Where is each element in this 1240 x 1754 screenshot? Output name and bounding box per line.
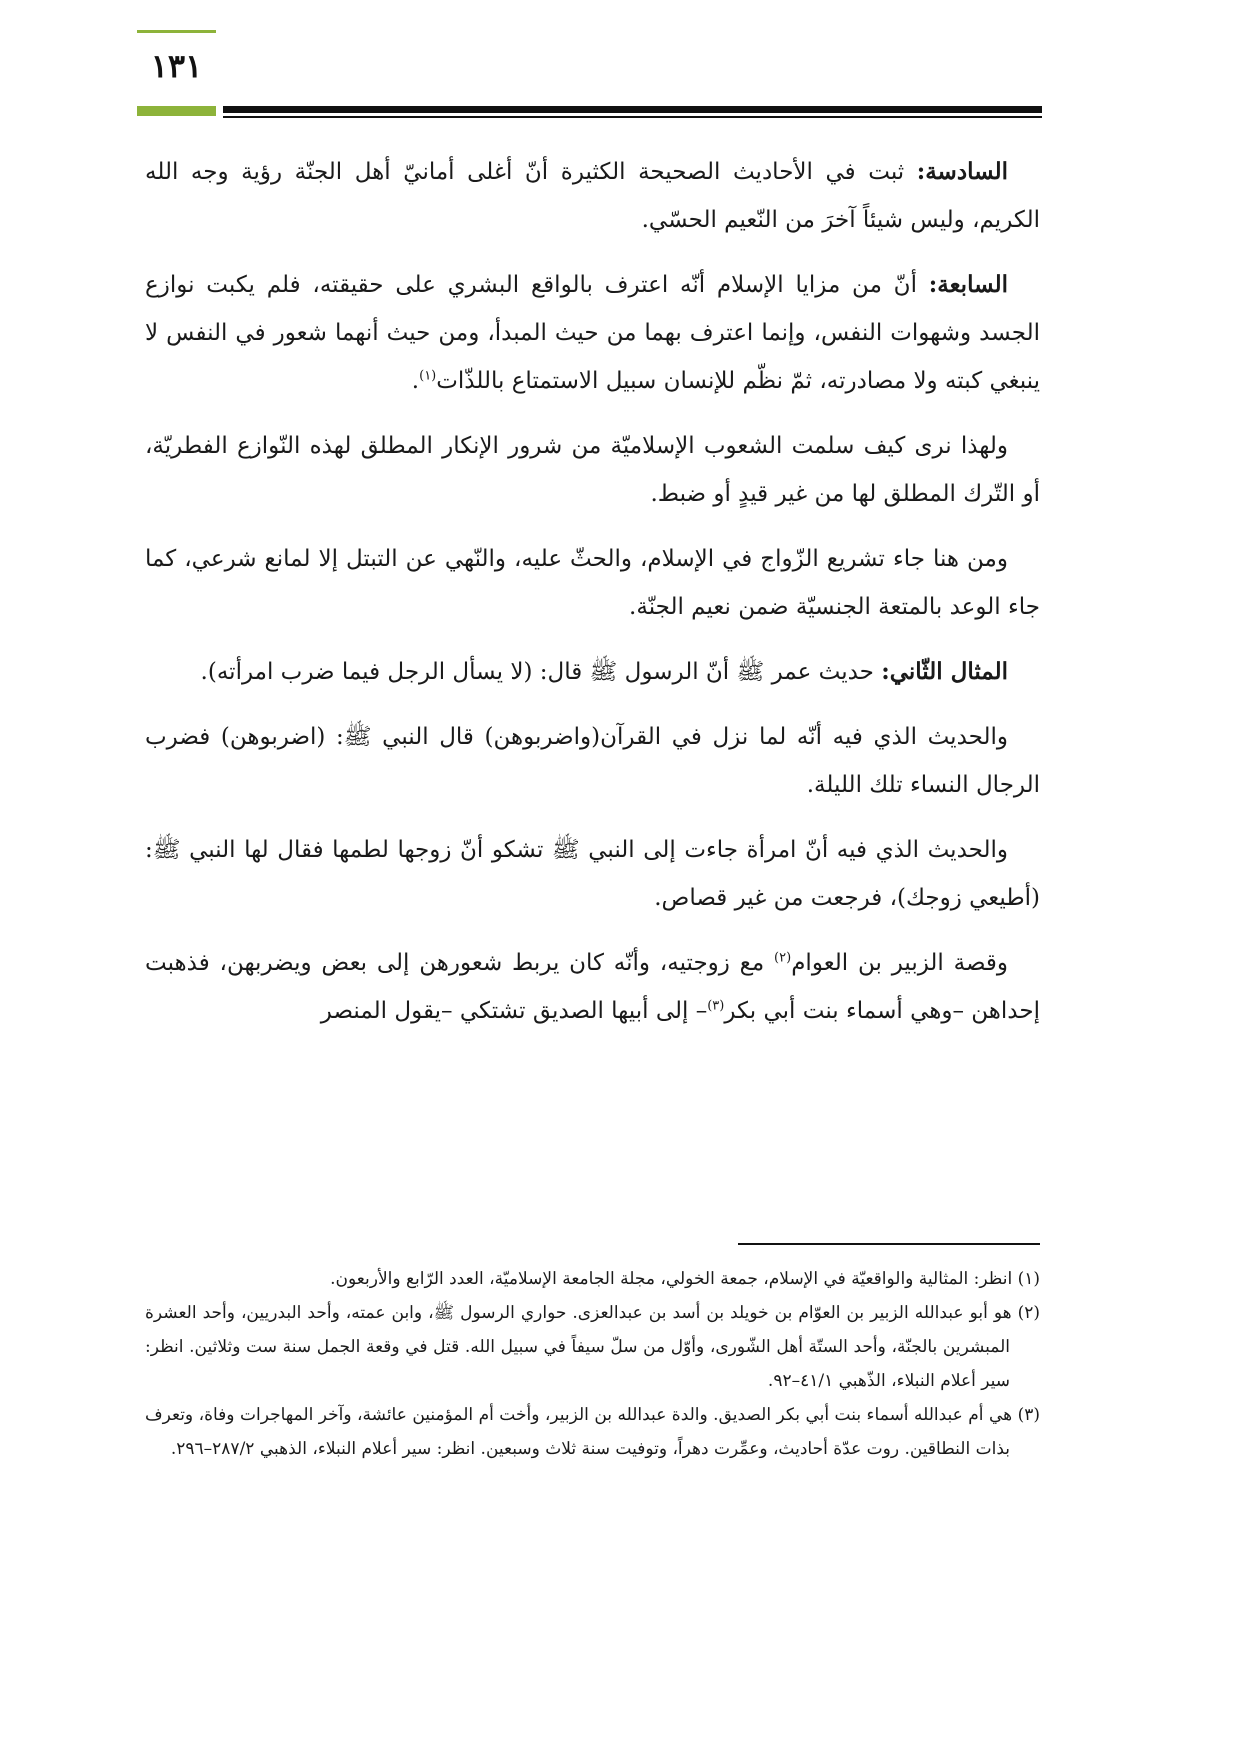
body-text: [145, 148, 1040, 1052]
paragraph-text: حديث عمر ﷺ أنّ الرسول ﷺ قال: (لا يسأل الرجل فيما ضرب امرأته).: [200, 659, 882, 685]
footnote-marker[interactable]: (٢): [774, 950, 792, 966]
page-number: ١٣١: [150, 47, 203, 85]
footnote-marker[interactable]: (٣): [707, 998, 725, 1014]
paragraph-text: والحديث الذي فيه أنّ امرأة جاءت إلى النبي ﷺ تشكو أنّ زوجها لطمها فقال لها النبي ﷺ: (أطيعي زوجك)، فرجعت من غير قصاص.: [145, 837, 1040, 911]
paragraph: [145, 648, 1040, 696]
paragraph: [145, 535, 1040, 631]
paragraph-text: والحديث الذي فيه أنّه لما نزل في القرآن(واضربوهن) قال النبي ﷺ: (اضربوهن) فضرب الرجال النساء تلك الليلة.: [145, 724, 1040, 798]
paragraph-lead: السادسة:: [916, 158, 1008, 185]
footnote: (١) انظر: المثالية والواقعيّة في الإسلام، جمعة الخولي، مجلة الجامعة الإسلاميّة، العدد الرّابع والأربعون.: [330, 1269, 1040, 1289]
paragraph-text: مع زوجتيه، وأنّه كان يربط شعورهن إلى بعض ويضربهن، فذهبت إحداهن –وهي أسماء بنت أبي بكر: [145, 950, 1040, 1024]
paragraph-tail: – إلى أبيها الصديق تشتكي –يقول المنصر: [320, 998, 708, 1024]
paragraph: [145, 713, 1040, 809]
header-rule-thick: [223, 106, 1042, 113]
page-number-bottom-bar: [137, 106, 216, 116]
paragraph-text: وقصة الزبير بن العوام: [791, 950, 1008, 976]
paragraph: [145, 261, 1040, 405]
paragraph-lead: المثال الثّاني:: [881, 658, 1008, 685]
paragraph-text: أنّ من مزايا الإسلام أنّه اعترف بالواقع البشري على حقيقته، فلم يكبت نوازع الجسد وشهوات النفس، وإنما اعترف بهما من حيث المبدأ، ومن حيث أنهما شعور في النفس لا ينبغي كبته ولا مصادرته، ثمّ نظّم للإنسان سبيل الاستمتاع باللذّات: [145, 272, 1040, 394]
paragraph-text: ثبت في الأحاديث الصحيحة الكثيرة أنّ أغلى أمانيّ أهل الجنّة رؤية وجه الله الكريم، وليس شيئاً آخرَ من النّعيم الحسّي.: [145, 159, 1040, 233]
footnotes: [145, 1262, 1040, 1466]
paragraph-lead: السابعة:: [928, 271, 1008, 298]
page-number-top-bar: [137, 30, 216, 33]
header-rule-thin: [223, 116, 1042, 118]
footnote-marker[interactable]: (١): [419, 368, 437, 384]
paragraph-text: ولهذا نرى كيف سلمت الشعوب الإسلاميّة من شرور الإنكار المطلق لهذه النّوازع الفطريّة، أو التّرك المطلق لها من غير قيدٍ أو ضبط.: [145, 433, 1040, 507]
paragraph-tail: .: [411, 368, 420, 394]
footnote-rule: [738, 1243, 1040, 1245]
footnote: (٢) هو أبو عبدالله الزبير بن العوّام بن خويلد بن أسد بن عبدالعزى. حواري الرسول ﷺ، وابن عمته، وأحد البدريين، وأحد العشرة المبشرين بالجنّة، وأحد الستّة أهل الشّورى، وأوّل من سلّ سيفاً في سبيل الله. قتل في وقعة الجمل سنة ست وثلاثين. انظر: سير أعلام النبلاء، الذّهبي ٤١/١–٩٢.: [145, 1303, 1040, 1391]
paragraph: [145, 826, 1040, 922]
page-header: [137, 30, 1042, 120]
paragraph: [145, 148, 1040, 244]
paragraph: [145, 422, 1040, 518]
paragraph-text: ومن هنا جاء تشريع الزّواج في الإسلام، والحثّ عليه، والنّهي عن التبتل إلا لمانع شرعي، كما جاء الوعد بالمتعة الجنسيّة ضمن نعيم الجنّة.: [145, 546, 1040, 620]
footnote: (٣) هي أم عبدالله أسماء بنت أبي بكر الصديق. والدة عبدالله بن الزبير، وأخت أم المؤمنين عائشة، وآخر المهاجرات وفاة، وتعرف بذات النطاقين. روت عدّة أحاديث، وعمِّرت دهراً، وتوفيت سنة ثلاث وسبعين. انظر: سير أعلام النبلاء، الذهبي ٢٨٧/٢–٢٩٦.: [145, 1405, 1040, 1459]
paragraph: [145, 939, 1040, 1035]
